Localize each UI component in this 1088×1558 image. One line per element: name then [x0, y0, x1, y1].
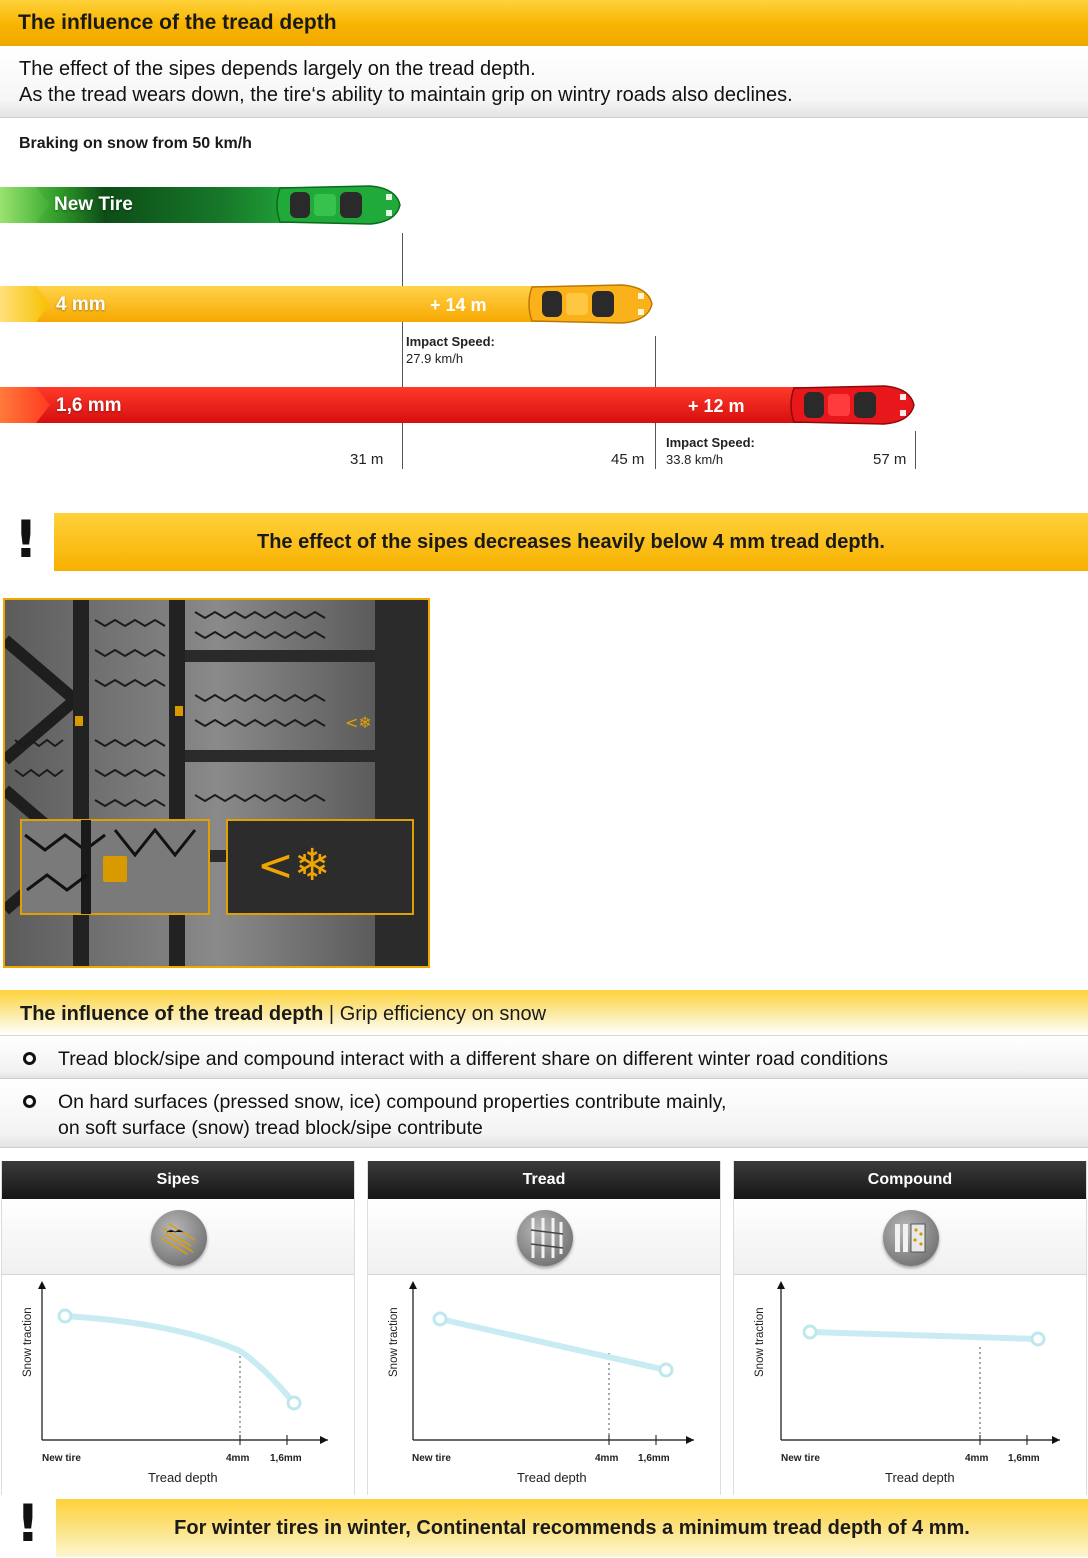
svg-text:<❄: <❄ — [345, 713, 372, 732]
ylabel-compound: Snow traction — [754, 1307, 766, 1377]
traction-curve-tread — [440, 1319, 666, 1370]
svg-text:<❄: <❄ — [257, 840, 331, 891]
tick-new-tire: New tire — [781, 1453, 820, 1464]
curve-end-point — [660, 1364, 672, 1376]
bullet-text-1: Tread block/sipe and compound interact with a different share on different winter road conditions — [58, 1048, 888, 1070]
bar-delta-1-6mm: + 12 m — [688, 396, 745, 416]
panel-sipes — [1, 1161, 355, 1495]
bullet-icon — [23, 1052, 36, 1065]
xlabel-compound: Tread depth — [885, 1470, 955, 1485]
bullet-row-1 — [0, 1037, 1088, 1079]
marker-line-57m — [915, 431, 916, 469]
panel-title-compound: Compound — [734, 1161, 1086, 1199]
xlabel-sipes: Tread depth — [148, 1470, 218, 1485]
intro-band — [0, 46, 1088, 118]
distance-45m: 45 m — [611, 451, 645, 468]
curve-start-point — [59, 1310, 71, 1322]
section2-title-wrap — [20, 1003, 546, 1026]
section2-title: The influence of the tread depth — [20, 1003, 324, 1025]
car-green-icon — [270, 180, 402, 230]
bar-label-4mm: 4 mm — [56, 294, 106, 315]
curve-end-point — [288, 1397, 300, 1409]
tick-4mm: 4mm — [965, 1453, 989, 1464]
tick-1-6mm: 1,6mm — [270, 1453, 302, 1464]
braking-title: Braking on snow from 50 km/h — [19, 135, 252, 152]
plot-tread — [368, 1275, 720, 1495]
impact-value-1-6mm: 33.8 km/h — [666, 452, 724, 467]
impact-title-4mm: Impact Speed: — [406, 334, 495, 349]
final-warning-bar — [56, 1499, 1088, 1557]
final-exclamation-icon: ! — [16, 1494, 40, 1554]
final-warning-text: For winter tires in winter, Continental recommends a minimum tread depth of 4 mm. — [174, 1517, 970, 1539]
panel-icon-band — [2, 1199, 354, 1275]
bullet-text-2b: on soft surface (snow) tread block/sipe contribute — [58, 1117, 483, 1139]
impact-speed-1-6mm — [666, 434, 755, 468]
panel-title-tread: Tread — [368, 1161, 720, 1199]
car-red-icon — [784, 380, 916, 430]
bullet-row-2 — [0, 1080, 1088, 1148]
warning-text-sipes: The effect of the sipes decreases heavily below 4 mm tread depth. — [257, 531, 885, 553]
xlabel-tread: Tread depth — [517, 1470, 587, 1485]
curve-start-point — [804, 1326, 816, 1338]
traction-curve-compound — [810, 1332, 1038, 1339]
plot-sipes — [2, 1275, 354, 1495]
bullet-text-2a: On hard surfaces (pressed snow, ice) compound properties contribute mainly, — [58, 1091, 727, 1113]
distance-31m: 31 m — [350, 451, 384, 468]
tick-1-6mm: 1,6mm — [638, 1453, 670, 1464]
impact-value-4mm: 27.9 km/h — [406, 351, 464, 366]
impact-title-1-6mm: Impact Speed: — [666, 435, 755, 450]
compound-icon — [883, 1210, 939, 1266]
impact-speed-4mm — [406, 333, 495, 367]
panel-icon-band — [368, 1199, 720, 1275]
tick-4mm: 4mm — [595, 1453, 619, 1464]
tick-4mm: 4mm — [226, 1453, 250, 1464]
ylabel-sipes: Snow traction — [22, 1307, 34, 1377]
bar-delta-4mm: + 14 m — [430, 295, 487, 315]
bar-label-1-6mm: 1,6 mm — [56, 395, 122, 416]
tick-new-tire: New tire — [412, 1453, 451, 1464]
panel-icon-band — [734, 1199, 1086, 1275]
traction-curve-sipes — [65, 1316, 294, 1403]
curve-end-point — [1032, 1333, 1044, 1345]
warning-bar-sipes — [54, 513, 1088, 571]
distance-57m: 57 m — [873, 451, 907, 468]
section1-header — [0, 0, 1088, 46]
tread-icon — [517, 1210, 573, 1266]
marker-line-31m — [402, 233, 403, 469]
bullet-icon — [23, 1095, 36, 1108]
ylabel-tread: Snow traction — [388, 1307, 400, 1377]
section2-header — [0, 990, 1088, 1036]
car-orange-icon — [522, 279, 654, 329]
panel-tread — [367, 1161, 721, 1495]
tick-new-tire: New tire — [42, 1453, 81, 1464]
bar-label-new-tire: New Tire — [54, 194, 133, 215]
curve-start-point — [434, 1313, 446, 1325]
sipes-icon — [151, 1210, 207, 1266]
intro-line-2: As the tread wears down, the tire‘s ability to maintain grip on wintry roads also declines. — [19, 84, 793, 106]
section2-separator: | — [328, 1003, 335, 1025]
panel-compound — [733, 1161, 1087, 1495]
tick-1-6mm: 1,6mm — [1008, 1453, 1040, 1464]
section2-subtitle: Grip efficiency on snow — [339, 1003, 547, 1025]
tire-tread-photo — [3, 598, 430, 968]
section1-title: The influence of the tread depth — [18, 11, 337, 34]
panel-title-sipes: Sipes — [2, 1161, 354, 1199]
plot-compound — [734, 1275, 1086, 1495]
intro-line-1: The effect of the sipes depends largely on the tread depth. — [19, 58, 536, 80]
warning-exclamation-icon: ! — [14, 510, 38, 570]
